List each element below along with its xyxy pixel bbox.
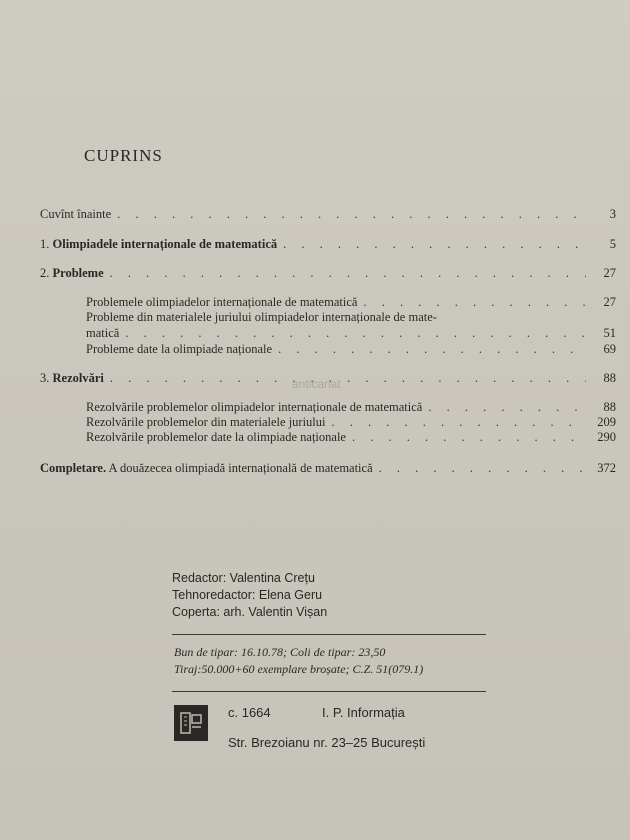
toc-entry-foreword xyxy=(40,206,616,222)
order-number: c. 1664 xyxy=(228,705,271,720)
toc-entry-completion xyxy=(40,460,616,476)
toc-subentry xyxy=(86,325,616,341)
toc-page: 372 xyxy=(597,461,616,475)
toc-subentry xyxy=(86,341,616,357)
leader-dots xyxy=(110,265,586,281)
toc-label: Rezolvările problemelor date la olimpiade naționale xyxy=(86,430,346,444)
chapter-title: Probleme xyxy=(52,266,104,280)
toc-label: Problemele olimpiadelor internaționale de matematică xyxy=(86,295,358,309)
leader-dots xyxy=(125,325,586,341)
toc-page: 27 xyxy=(603,295,616,309)
toc-subentry xyxy=(86,414,616,430)
toc-label: Rezolvările problemelor din materialele juriului xyxy=(86,415,326,429)
leader-dots xyxy=(352,429,586,445)
leader-dots xyxy=(379,460,586,476)
toc-page: 209 xyxy=(597,415,616,429)
toc-page: 3 xyxy=(609,207,616,221)
chapter-number: 1. xyxy=(40,237,50,251)
toc-page: 51 xyxy=(603,326,616,340)
leader-dots xyxy=(117,206,586,222)
toc-page: 27 xyxy=(603,266,616,280)
printer-name: I. P. Informația xyxy=(322,705,405,720)
toc-entry-chapter-2 xyxy=(40,265,616,281)
toc-subentry-line1: Probleme din materialele juriului olimpiadelor internaționale de mate- xyxy=(86,310,437,324)
completion-bold: Completare. xyxy=(40,461,107,475)
toc-label: Rezolvările problemelor olimpiadelor internaționale de matematică xyxy=(86,400,423,414)
chapter-number: 3. xyxy=(40,371,50,385)
printer-address: Str. Brezoianu nr. 23–25 București xyxy=(228,735,426,750)
leader-dots xyxy=(363,294,586,310)
credit-cover: Coperta: arh. Valentin Vișan xyxy=(172,605,328,619)
toc-subentry xyxy=(86,399,616,415)
print-info-line2: Tiraj:50.000+60 exemplare broșate; C.Z. 51(079.1) xyxy=(174,662,424,676)
leader-dots xyxy=(283,236,586,252)
leader-dots xyxy=(332,414,587,430)
print-info-line1: Bun de tipar: 16.10.78; Coli de tipar: 23,50 xyxy=(174,645,386,659)
chapter-title: Olimpiadele internaționale de matematică xyxy=(52,237,278,251)
toc-page: 88 xyxy=(603,400,616,414)
toc-label: Cuvînt înainte xyxy=(40,207,112,221)
toc-page: 69 xyxy=(603,342,616,356)
watermark: anticariat xyxy=(292,377,341,391)
chapter-number: 2. xyxy=(40,266,50,280)
toc-page: 290 xyxy=(597,430,616,444)
leader-dots xyxy=(428,399,586,415)
leader-dots xyxy=(110,370,586,386)
leader-dots xyxy=(278,341,586,357)
toc-label: Probleme date la olimpiade naționale xyxy=(86,342,273,356)
divider xyxy=(172,691,486,692)
completion-title: A douăzecea olimpiadă internațională de matematică xyxy=(108,461,373,475)
toc-subentry xyxy=(86,429,616,445)
toc-subentry xyxy=(86,294,616,310)
page-title: CUPRINS xyxy=(84,146,163,165)
printer-logo xyxy=(174,705,208,741)
chapter-title: Rezolvări xyxy=(52,371,104,385)
credit-editor: Redactor: Valentina Crețu xyxy=(172,571,315,585)
toc-page: 5 xyxy=(609,237,616,251)
divider xyxy=(172,634,486,635)
toc-label: matică xyxy=(86,326,120,340)
credit-tech-editor: Tehnoredactor: Elena Geru xyxy=(172,588,323,602)
toc-page: 88 xyxy=(603,371,616,385)
toc-entry-chapter-1 xyxy=(40,236,616,252)
